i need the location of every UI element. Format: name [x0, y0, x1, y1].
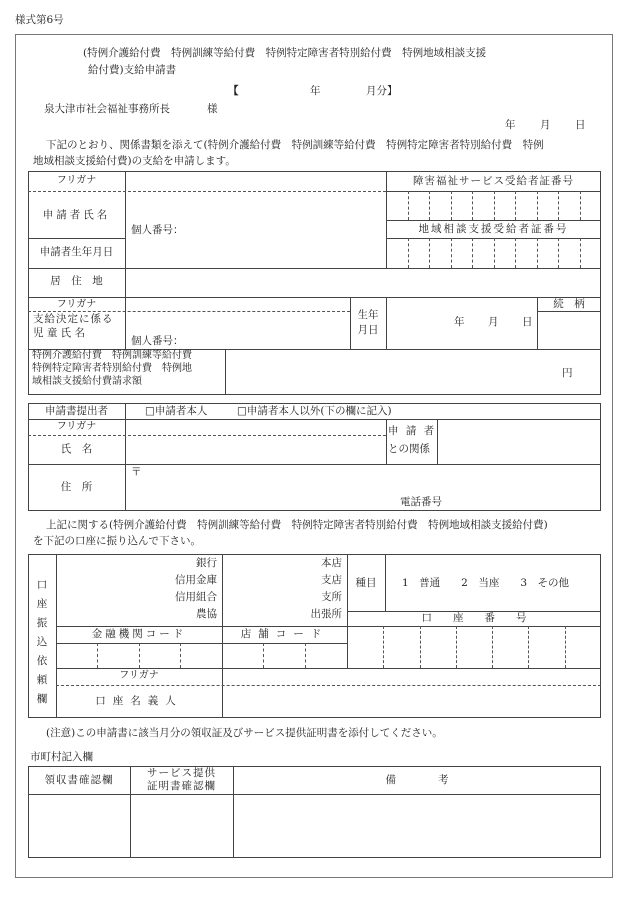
side-label-char: 込 — [36, 636, 48, 648]
divider — [225, 349, 226, 395]
divider — [180, 643, 181, 668]
form-number: 様式第6号 — [15, 14, 64, 26]
divider — [386, 419, 387, 464]
holder-furigana-label: フリガナ — [119, 670, 159, 681]
number-cell[interactable] — [408, 191, 430, 220]
service-cert-label-1: サービス提供 — [147, 767, 216, 779]
divider — [28, 238, 125, 239]
branch-type-option[interactable]: 支店 — [321, 574, 342, 586]
claim-label-3: 域相談支援給付費請求額 — [32, 376, 142, 387]
transfer-intro-line1: 上記に関する(特例介護給付費 特例訓練等給付費 特例特定障害者特別給付費 特例地域相談支援給付費) — [46, 519, 548, 531]
number-cell[interactable] — [515, 191, 537, 220]
applicant-birthdate-label: 申請者生年月日 — [39, 246, 114, 258]
child-birth-label-1: 生年 — [357, 309, 379, 321]
divider — [125, 171, 126, 297]
disability-cert-label: 障害福祉サービス受給者証番号 — [413, 175, 574, 187]
child-name-label-1: 支給決定に係る — [33, 313, 114, 325]
bank-code-label: 金融機関コード — [91, 628, 187, 640]
number-cell[interactable] — [456, 626, 492, 668]
side-label-char: 依 — [36, 655, 48, 667]
divider — [28, 464, 601, 465]
institution-type-option[interactable]: 銀行 — [196, 557, 217, 569]
furigana-label: フリガナ — [56, 175, 97, 186]
submitter-name-label: 氏 名 — [60, 443, 93, 455]
transfer-intro-line2: を下記の口座に振り込んで下さい。 — [33, 535, 201, 547]
number-cell[interactable] — [429, 191, 451, 220]
child-birth-year: 年 — [454, 316, 465, 328]
branch-type-option[interactable]: 出張所 — [310, 608, 342, 620]
number-cell[interactable] — [537, 191, 559, 220]
number-cell[interactable] — [420, 626, 456, 668]
service-cert-label-2: 証明書確認欄 — [147, 780, 216, 792]
postal-mark: 〒 — [131, 466, 142, 478]
form-title-line2: 給付費)支給申請書 — [88, 64, 177, 76]
number-cell[interactable] — [558, 238, 580, 268]
submitter-address-label: 住 所 — [60, 481, 93, 493]
remarks-label: 備 考 — [385, 774, 449, 786]
number-cell[interactable] — [565, 626, 601, 668]
divider — [437, 419, 438, 464]
number-cell[interactable] — [528, 626, 564, 668]
period-month-label: 月分】 — [366, 85, 398, 97]
account-holder-label: 口座名義人 — [95, 695, 183, 707]
number-cell[interactable] — [429, 238, 451, 268]
branch-code-label: 店舗コード — [240, 628, 329, 640]
date-year-label: 年 — [505, 119, 516, 131]
child-birth-label-2: 月日 — [357, 324, 379, 336]
child-birth-month: 月 — [488, 316, 499, 328]
divider — [139, 643, 140, 668]
receipt-check-label: 領収書確認欄 — [44, 774, 114, 786]
submitter-furigana-label: フリガナ — [56, 421, 97, 432]
relation-label-1: 申 請 者 — [388, 425, 437, 437]
divider — [386, 220, 601, 221]
branch-type-option[interactable]: 支所 — [321, 591, 342, 603]
number-cell[interactable] — [580, 191, 602, 220]
divider — [28, 311, 350, 312]
municipal-section-label: 市町村記入欄 — [30, 751, 93, 763]
number-cell[interactable] — [386, 191, 408, 220]
addressee-name: 泉大津市社会福祉事務所長 — [44, 103, 170, 115]
option-self-checkbox[interactable]: □申請者本人 — [145, 405, 208, 417]
institution-type-option[interactable]: 信用組合 — [175, 591, 217, 603]
branch-type-option[interactable]: 本店 — [321, 557, 342, 569]
claim-label-1: 特例介護給付費 特例訓練等給付費 — [32, 350, 192, 361]
number-cell[interactable] — [451, 238, 473, 268]
number-cell[interactable] — [386, 238, 408, 268]
side-label-char: 欄 — [36, 693, 48, 705]
intro-line1: 下記のとおり、関係書類を添えて(特例介護給付費 特例訓練等給付費 特例特定障害者特別給付費 特例 — [46, 139, 544, 151]
number-cell[interactable] — [494, 191, 516, 220]
side-label-char: 振 — [36, 617, 48, 629]
divider — [537, 311, 601, 312]
divider — [28, 268, 601, 269]
number-cell[interactable] — [494, 238, 516, 268]
divider — [28, 297, 601, 298]
form-title-line1: (特例介護給付費 特例訓練等給付費 特例特定障害者特別給付費 特例地域相談支援 — [83, 47, 487, 59]
addressee-honorific: 様 — [207, 103, 218, 115]
side-label-char: 頼 — [36, 674, 48, 686]
regional-cert-label: 地域相談支援受給者証番号 — [418, 223, 569, 235]
attachment-note: (注意)この申請書に該当月分の領収証及びサービス提供証明書を添付してください。 — [46, 727, 443, 739]
relationship-label: 続 柄 — [553, 298, 585, 310]
period-bracket-open: 【 — [228, 85, 239, 97]
divider — [28, 191, 386, 192]
number-cell[interactable] — [558, 191, 580, 220]
divider — [56, 668, 601, 669]
divider — [28, 419, 601, 420]
child-my-number-label: 個人番号： — [131, 335, 184, 347]
divider — [28, 435, 386, 436]
child-furigana-label: フリガナ — [56, 299, 97, 310]
divider — [350, 297, 351, 349]
applicant-name-label: 申請者氏名 — [42, 209, 111, 221]
divider — [28, 794, 601, 795]
date-day-label: 日 — [575, 119, 586, 131]
side-label-char: 口 — [36, 579, 48, 591]
date-month-label: 月 — [540, 119, 551, 131]
number-cell[interactable] — [472, 238, 494, 268]
child-name-label-2: 児 童 氏 名 — [33, 327, 86, 339]
number-cell[interactable] — [451, 191, 473, 220]
number-cell[interactable] — [347, 626, 383, 668]
intro-line2: 地域相談支援給付費)の支給を申請します。 — [33, 155, 236, 167]
claim-label-2: 特例特定障害者特別給付費 特例地 — [32, 363, 192, 374]
number-cell[interactable] — [383, 626, 419, 668]
child-birth-day: 日 — [522, 316, 533, 328]
divider — [56, 643, 347, 644]
account-type-label: 種目 — [355, 577, 377, 589]
period-year-label: 年 — [310, 85, 321, 97]
divider — [125, 297, 126, 349]
divider — [56, 685, 601, 686]
phone-label: 電話番号 — [400, 496, 442, 508]
divider — [305, 643, 306, 668]
account-type-options[interactable]: 1 普通 2 当座 3 その他 — [402, 577, 570, 589]
divider — [97, 643, 98, 668]
side-label-char: 座 — [36, 598, 48, 610]
relation-label-2: との関係 — [388, 443, 430, 455]
applicant-my-number-label: 個人番号： — [131, 224, 184, 236]
divider — [386, 297, 387, 349]
option-other-checkbox[interactable]: □申請者本人以外(下の欄に記入) — [237, 405, 392, 417]
number-cell[interactable] — [408, 238, 430, 268]
residence-label: 居 住 地 — [50, 275, 103, 287]
institution-type-option[interactable]: 信用金庫 — [175, 574, 217, 586]
institution-type-option[interactable]: 農協 — [196, 608, 217, 620]
submitter-label: 申請書提出者 — [45, 405, 108, 417]
divider — [263, 643, 264, 668]
number-cell[interactable] — [492, 626, 528, 668]
number-cell[interactable] — [515, 238, 537, 268]
number-cell[interactable] — [580, 238, 602, 268]
claim-unit: 円 — [562, 367, 573, 379]
account-number-label: 口 座 番 号 — [421, 612, 527, 624]
number-cell[interactable] — [537, 238, 559, 268]
divider — [385, 554, 386, 611]
number-cell[interactable] — [472, 191, 494, 220]
